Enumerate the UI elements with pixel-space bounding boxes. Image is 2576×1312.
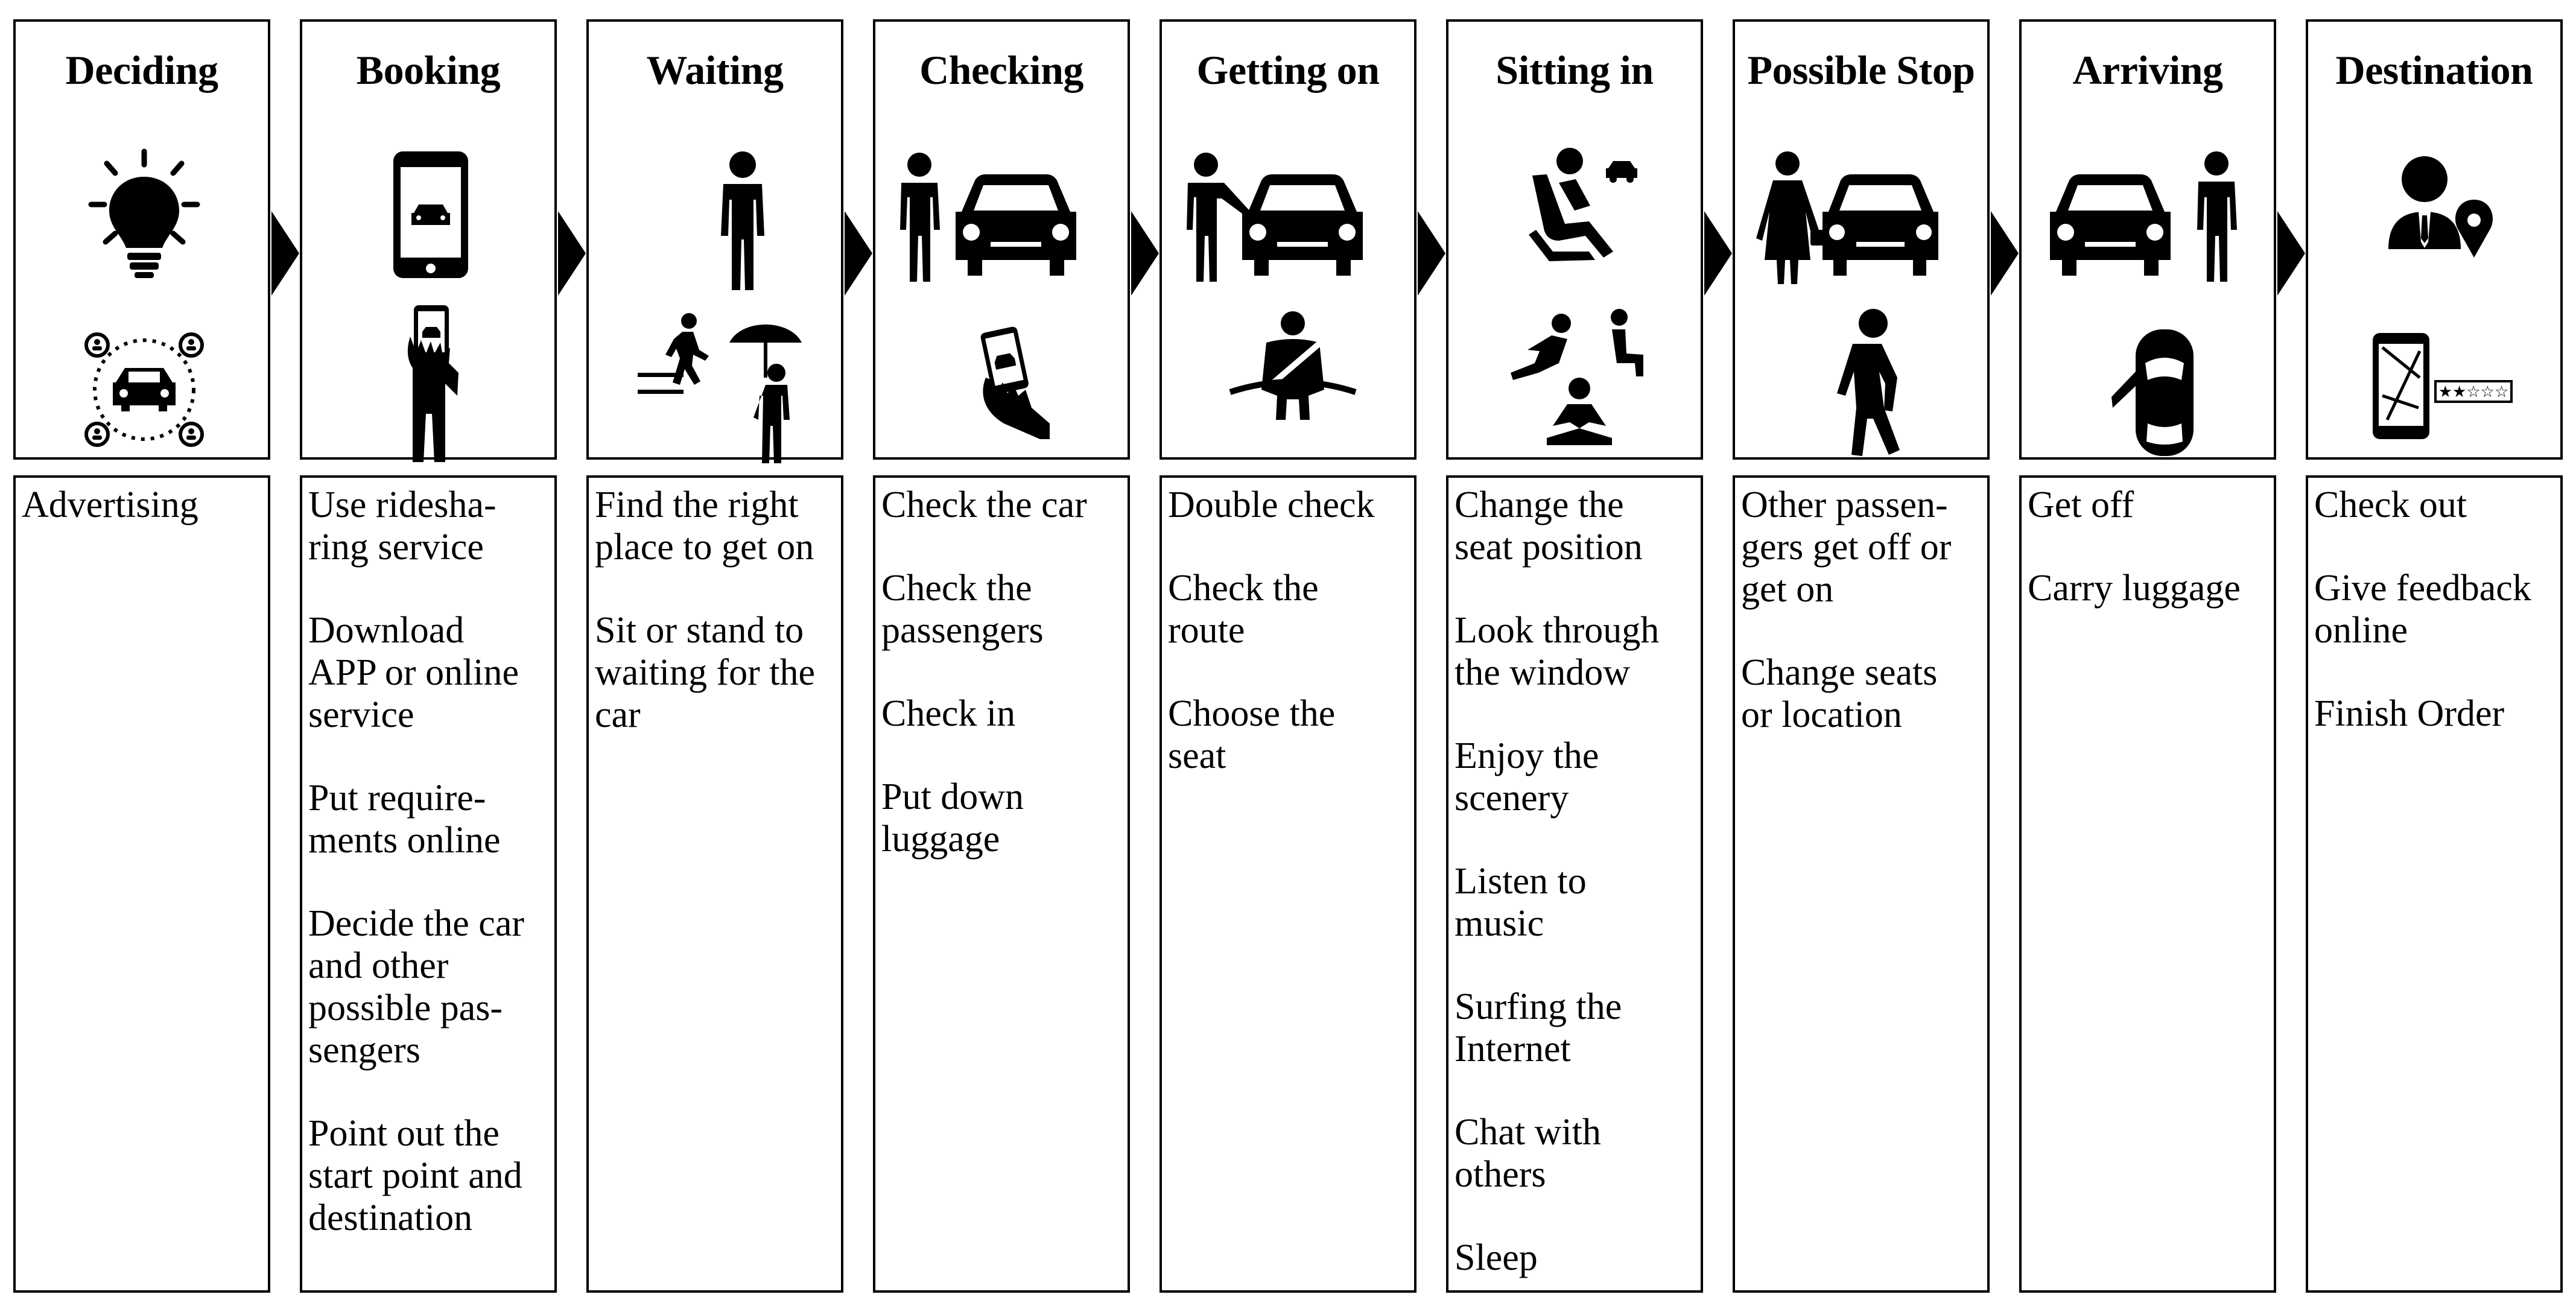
stage-activities	[13, 475, 270, 1293]
stage-arriving	[2019, 0, 2279, 1312]
stage-getting-on	[1160, 0, 1419, 1312]
stage-header	[586, 19, 843, 460]
stage-deciding	[13, 0, 273, 1312]
hand-holding-phone-icon	[895, 305, 1112, 468]
flow-arrow	[1991, 211, 2022, 296]
activity-item: Decide the car and other possible pas- sengers	[308, 903, 524, 1071]
activity-item: Advertising	[22, 484, 198, 525]
stage-booking	[300, 0, 559, 1312]
stage-header	[2019, 19, 2276, 460]
activity-item: Get off	[2028, 484, 2134, 525]
stage-destination	[2306, 0, 2565, 1312]
person-with-car-icon	[895, 139, 1112, 302]
standing-person-icon	[609, 139, 826, 302]
stage-checking	[873, 0, 1132, 1312]
car-sharing-network-icon	[36, 305, 253, 468]
car-with-person-icon	[2041, 139, 2259, 302]
flow-arrow	[271, 211, 303, 296]
flow-arrow	[1704, 211, 1736, 296]
flow-arrow	[558, 211, 589, 296]
activity-item: Change seats or location	[1741, 652, 1938, 735]
car-door-open-icon	[2041, 305, 2259, 468]
activity-item: Sleep	[1455, 1237, 1538, 1278]
stage-activities	[873, 475, 1130, 1293]
woman-with-car-icon	[1755, 139, 1972, 302]
stage-header	[300, 19, 557, 460]
stage-activities	[1733, 475, 1990, 1293]
walking-person-icon	[1755, 305, 1972, 468]
flow-arrow	[1131, 211, 1163, 296]
stage-sitting-in	[1446, 0, 1705, 1312]
activity-item: Listen to music	[1455, 861, 1587, 944]
activity-item: Carry luggage	[2028, 568, 2241, 609]
stage-activities	[300, 475, 557, 1293]
activity-item: Enjoy the scenery	[1455, 735, 1599, 819]
stage-title: Getting on	[1196, 47, 1380, 93]
activity-item: Point out the start point and destination	[308, 1113, 522, 1238]
phone-map-rating-icon	[2328, 305, 2545, 468]
stage-header	[873, 19, 1130, 460]
flow-arrow	[845, 211, 876, 296]
pedestrian-umbrella-icon	[609, 305, 826, 468]
stage-activities	[586, 475, 843, 1293]
stage-activities	[1160, 475, 1416, 1293]
stage-waiting	[586, 0, 846, 1312]
seated-passenger-icon	[1468, 139, 1686, 302]
stage-title: Waiting	[646, 47, 784, 93]
passengers-activities-icon	[1468, 305, 1686, 468]
stage-header	[13, 19, 270, 460]
activity-item: Find the right place to get on	[595, 484, 814, 568]
flow-arrow	[2277, 211, 2309, 296]
phone-car-app-icon	[322, 139, 539, 302]
stage-activities	[2306, 475, 2563, 1293]
activity-item: Download APP or online service	[308, 610, 519, 735]
stage-activities	[2019, 475, 2276, 1293]
person-opening-car-icon	[1182, 139, 1399, 302]
activity-item: Finish Order	[2314, 693, 2505, 734]
stage-title: Booking	[356, 47, 501, 93]
stage-title: Deciding	[65, 47, 218, 93]
stage-title: Checking	[919, 47, 1083, 93]
flow-arrow	[1418, 211, 1449, 296]
activity-item: Change the seat position	[1455, 484, 1643, 568]
stage-title: Sitting in	[1496, 47, 1654, 93]
activity-item: Double check	[1168, 484, 1375, 525]
svg-text:★★☆☆☆: ★★☆☆☆	[2438, 383, 2509, 401]
activity-item: Check the passengers	[881, 568, 1044, 651]
stage-possible-stop	[1733, 0, 1992, 1312]
activity-item: Surfing the Internet	[1455, 986, 1622, 1070]
activity-item: Check in	[881, 693, 1016, 734]
stage-title: Possible Stop	[1747, 47, 1975, 93]
activity-item: Check out	[2314, 484, 2467, 525]
stage-header	[1160, 19, 1416, 460]
stage-header	[2306, 19, 2563, 460]
activity-item: Use ridesha- ring service	[308, 484, 496, 568]
activity-item: Put require- ments online	[308, 778, 501, 861]
activity-item: Give feedback online	[2314, 568, 2531, 651]
stage-header	[1446, 19, 1703, 460]
activity-item: Choose the seat	[1168, 693, 1336, 776]
person-location-icon	[2328, 139, 2545, 302]
stage-activities	[1446, 475, 1703, 1293]
activity-item: Other passen- gers get off or get on	[1741, 484, 1952, 610]
stage-title: Destination	[2335, 47, 2533, 93]
activity-item: Sit or stand to waiting for the car	[595, 610, 816, 735]
activity-item: Check the car	[881, 484, 1087, 525]
lightbulb-icon	[36, 139, 253, 302]
activity-item: Look through the window	[1455, 610, 1660, 693]
stage-header	[1733, 19, 1990, 460]
hand-holding-phone-icon	[322, 305, 539, 468]
activity-item: Put down luggage	[881, 776, 1024, 860]
activity-item: Check the route	[1168, 568, 1319, 651]
stage-title: Arriving	[2072, 47, 2223, 93]
activity-item: Chat with others	[1455, 1112, 1601, 1195]
seatbelt-icon	[1182, 305, 1399, 468]
